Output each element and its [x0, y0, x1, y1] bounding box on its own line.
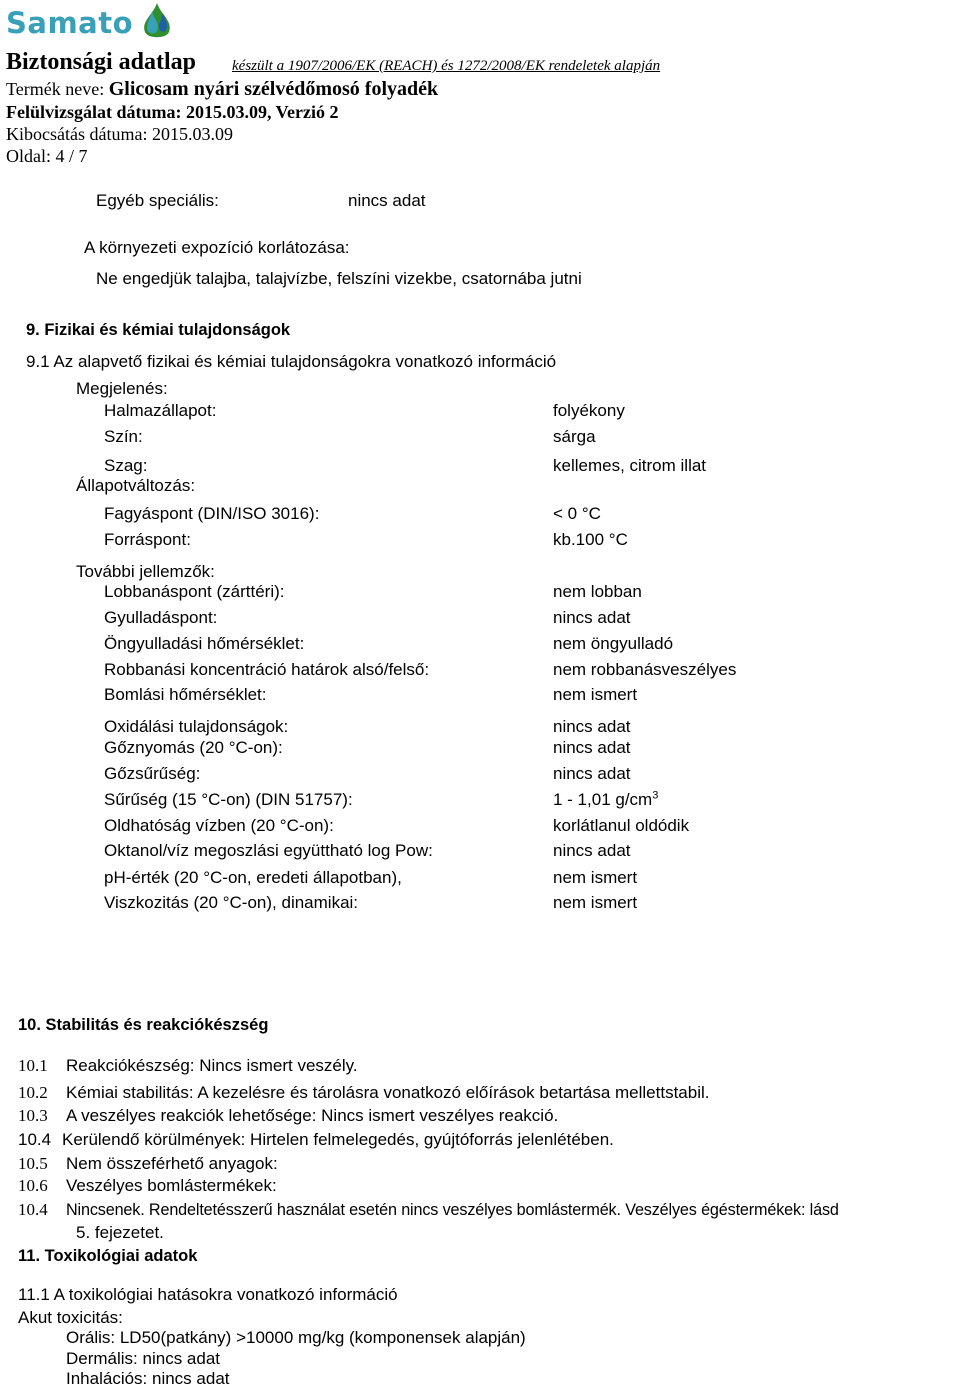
item-number: 10.1 [18, 1056, 48, 1075]
section10-continuation: 5. fejezetet. [76, 1223, 164, 1242]
gyulladaspont-value: nincs adat [553, 608, 631, 627]
section10-item [18, 1154, 278, 1174]
suruseg-label: Sűrűség (15 °C-on) (DIN 51757): [104, 790, 353, 809]
goznyomas-label: Gőznyomás (20 °C-on): [104, 738, 283, 757]
dermalis-line: Dermális: nincs adat [66, 1349, 221, 1368]
lobbanaspont-value: nem lobban [553, 582, 642, 601]
drops-logo-icon [139, 1, 175, 46]
ph-value: nem ismert [553, 868, 638, 887]
inhalacios-line: Inhalációs: nincs adat [66, 1369, 230, 1388]
item-number: 10.2 [18, 1083, 48, 1102]
item-text: Nem összeférhető anyagok: [66, 1154, 278, 1173]
section10-item [18, 1200, 839, 1220]
oktanol-label: Oktanol/víz megoszlási együttható log Pow: [104, 841, 433, 860]
section10-item [18, 1083, 710, 1103]
gozsuruseg-label: Gőzsűrűség: [104, 764, 201, 783]
item-text: Kémiai stabilitás: A kezelésre és tárolásra vonatkozó előírások betartása mellettstabil. [66, 1083, 710, 1102]
bomlasi-label: Bomlási hőmérséklet: [104, 685, 267, 704]
item-number: 10.5 [18, 1154, 48, 1173]
bomlasi-value: nem ismert [553, 685, 638, 704]
ph-label: pH-érték (20 °C-on, eredeti állapotban), [104, 868, 402, 887]
section11-heading: 11. Toxikológiai adatok [18, 1247, 198, 1265]
section10-item [18, 1106, 558, 1126]
section10-item [18, 1130, 614, 1150]
item-text: A veszélyes reakciók lehetősége: Nincs ismert veszélyes reakció. [66, 1106, 559, 1125]
product-label: Termék neve: [6, 79, 109, 99]
lobbanaspont-label: Lobbanáspont (zárttéri): [104, 582, 285, 601]
section9-subheading: 9.1 Az alapvető fizikai és kémiai tulajdonságokra vonatkozó információ [26, 352, 557, 371]
oldhatosag-value: korlátlanul oldódik [553, 816, 690, 835]
item-text: Veszélyes bomlástermékek: [66, 1176, 277, 1195]
section10-heading: 10. Stabilitás és reakciókészség [18, 1016, 269, 1034]
tovabbi-jellemzok-label: További jellemzők: [76, 562, 215, 581]
szin-value: sárga [553, 427, 596, 446]
oktanol-value: nincs adat [553, 841, 631, 860]
item-number: 10.4 [18, 1130, 52, 1149]
item-number: 10.3 [18, 1106, 48, 1125]
viszkozitas-label: Viszkozitás (20 °C-on), dinamikai: [104, 893, 359, 912]
fagyaspont-value: < 0 °C [553, 504, 601, 523]
item-number: 10.4 [18, 1200, 48, 1219]
ongyulladasi-value: nem öngyulladó [553, 634, 674, 653]
item-text: Nincsenek. Rendeltetésszerű használat esetén nincs veszélyes bomlástermék. Veszélyes égéstermékek: lásd [66, 1201, 839, 1219]
viszkozitas-value: nem ismert [553, 893, 638, 912]
szag-label: Szag: [104, 456, 148, 475]
akut-toxicitas-label: Akut toxicitás: [18, 1308, 123, 1327]
samato-logo [6, 2, 175, 44]
section10-item [18, 1056, 358, 1076]
oxidalasi-value: nincs adat [553, 717, 631, 736]
gyulladaspont-label: Gyulladáspont: [104, 608, 218, 627]
item-number: 10.6 [18, 1176, 48, 1195]
szin-label: Szín: [104, 427, 143, 446]
megjelenes-label: Megjelenés: [76, 379, 168, 398]
suruseg-value [553, 790, 658, 810]
robbanasi-value: nem robbanásveszélyes [553, 660, 737, 679]
section10-item [18, 1176, 277, 1196]
document-title: Biztonsági adatlap [6, 49, 197, 75]
halmazallapot-value: folyékony [553, 401, 625, 420]
section11-subheading: 11.1 A toxikológiai hatásokra vonatkozó információ [18, 1285, 398, 1304]
goznyomas-value: nincs adat [553, 738, 631, 757]
product-name: Glicosam nyári szélvédőmosó folyadék [108, 78, 439, 100]
halmazallapot-label: Halmazállapot: [104, 401, 217, 420]
brand-name: Samato [6, 6, 134, 40]
egyeb-label: Egyéb speciális: [96, 191, 219, 210]
issue-date: Kibocsátás dátuma: 2015.03.09 [6, 124, 233, 144]
env-exposure-text: Ne engedjük talajba, talajvízbe, felszíni vizekbe, csatornába jutni [96, 269, 582, 288]
allapotvaltozas-label: Állapotváltozás: [76, 476, 196, 495]
product-line [6, 78, 438, 101]
ongyulladasi-label: Öngyulladási hőmérséklet: [104, 634, 305, 653]
item-text: Kerülendő körülmények: Hirtelen felmelegedés, gyújtóforrás jelenlétében. [62, 1130, 614, 1149]
item-text: Reakciókészség: Nincs ismert veszély. [66, 1056, 358, 1075]
suruseg-exponent: 3 [652, 789, 659, 802]
document-subtitle: készült a 1907/2006/EK (REACH) és 1272/2008/EK rendeletek alapján [232, 58, 661, 74]
section9-heading: 9. Fizikai és kémiai tulajdonságok [26, 321, 291, 339]
suruseg-number: 1 - 1,01 g/cm [553, 790, 653, 809]
egyeb-value: nincs adat [348, 191, 426, 210]
gozsuruseg-value: nincs adat [553, 764, 631, 783]
oralis-line: Orális: LD50(patkány) >10000 mg/kg (komponensek alapján) [66, 1328, 526, 1347]
forraspont-label: Forráspont: [104, 530, 191, 549]
oxidalasi-label: Oxidálási tulajdonságok: [104, 717, 289, 736]
page-number: Oldal: 4 / 7 [6, 146, 88, 166]
szag-value: kellemes, citrom illat [553, 456, 707, 475]
env-exposure-title: A környezeti expozíció korlátozása: [84, 238, 350, 257]
oldhatosag-label: Oldhatóság vízben (20 °C-on): [104, 816, 334, 835]
forraspont-value: kb.100 °C [553, 530, 628, 549]
robbanasi-label: Robbanási koncentráció határok alsó/felső: [104, 660, 430, 679]
fagyaspont-label: Fagyáspont (DIN/ISO 3016): [104, 504, 320, 523]
review-date: Felülvizsgálat dátuma: 2015.03.09, Verzió 2 [6, 102, 339, 122]
